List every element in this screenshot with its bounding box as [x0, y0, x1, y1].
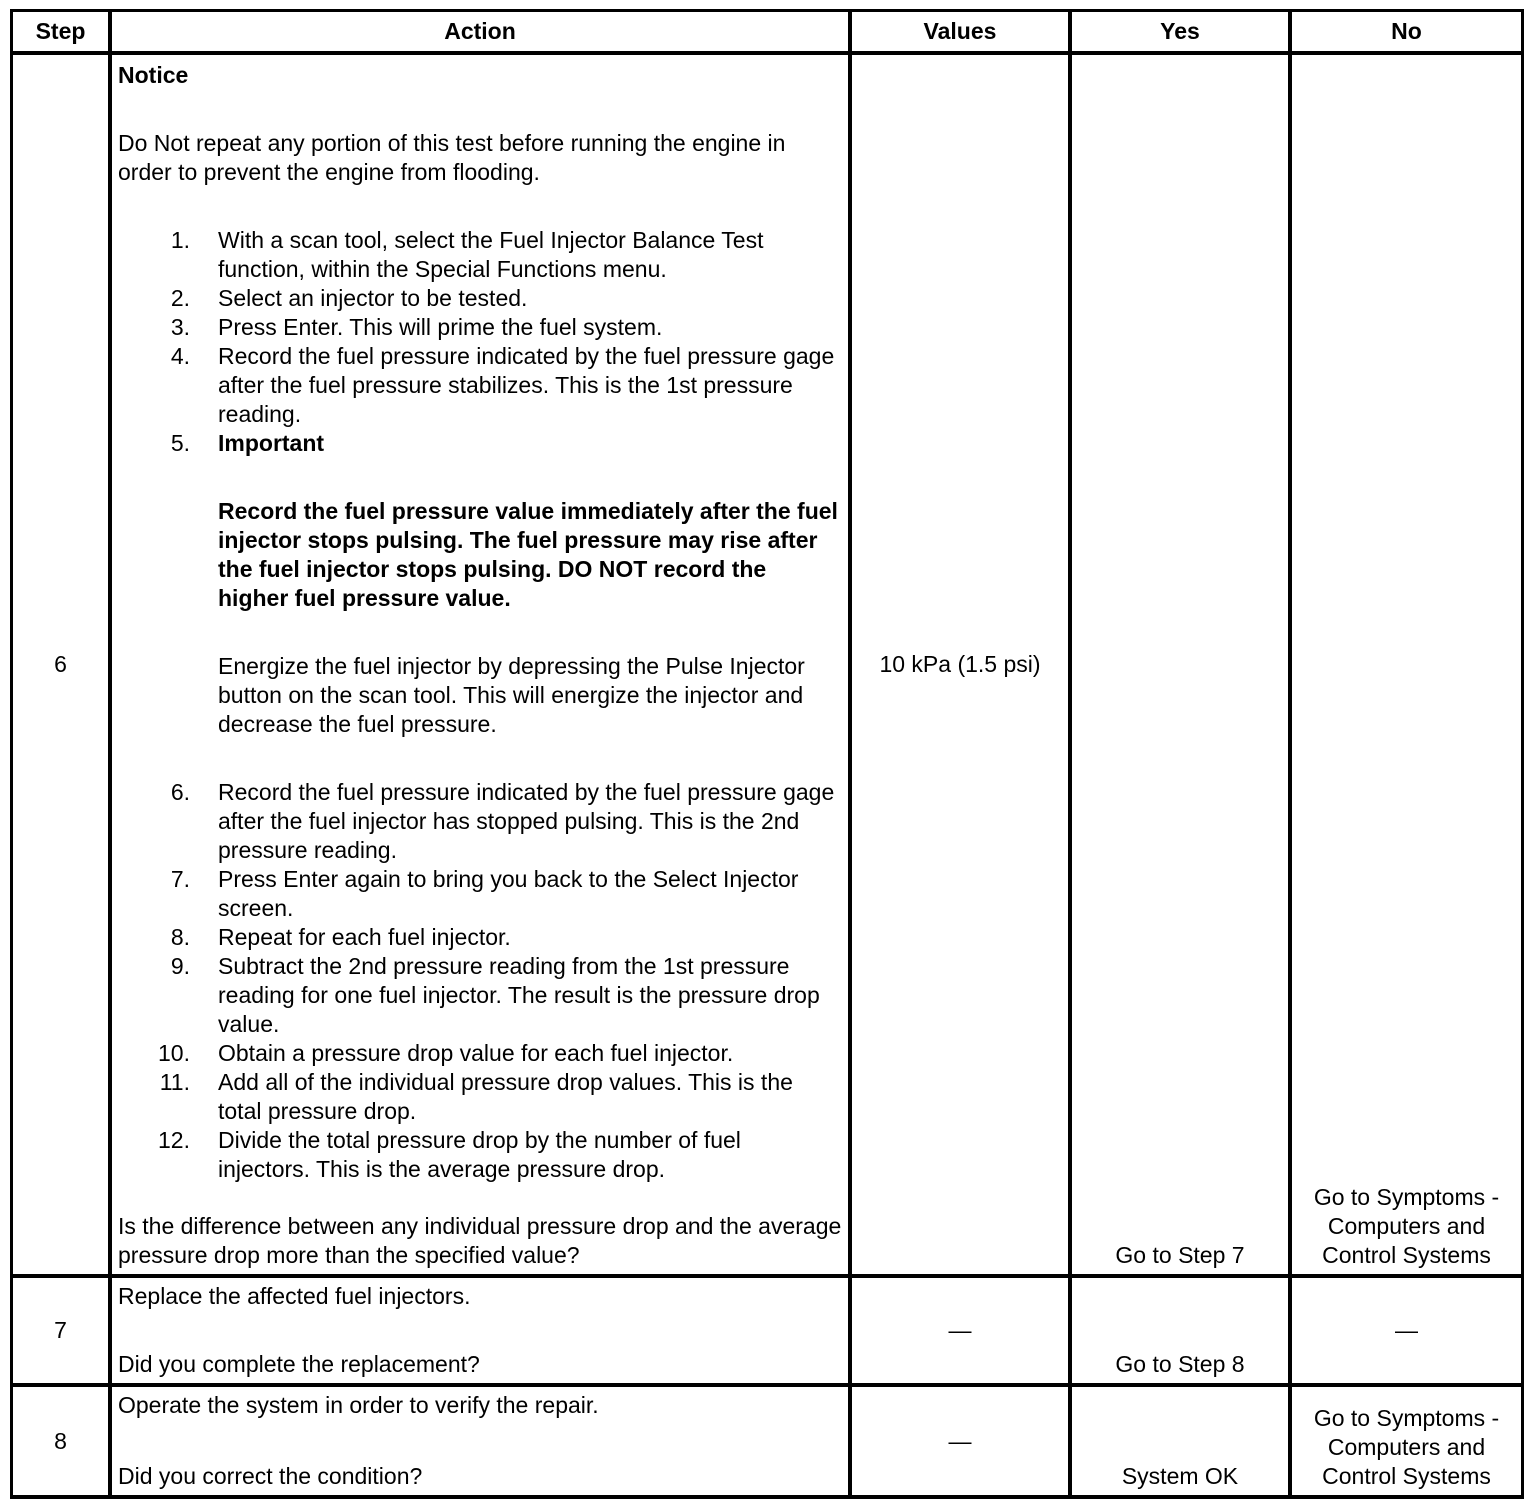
question-7: Did you complete the replacement?: [118, 1351, 480, 1377]
list-number: 8.: [170, 924, 190, 950]
question-6: Is the difference between any individual pressure drop and the average pressure drop more than the specified value?: [118, 1213, 842, 1268]
list-text: Press Enter. This will prime the fuel system.: [218, 314, 663, 340]
list-number: 3.: [170, 314, 190, 340]
step-cell-8: 8: [13, 1387, 108, 1495]
list-number: 4.: [170, 343, 190, 369]
list-text: Subtract the 2nd pressure reading from the 1st pressure reading for one fuel injector. The result is the pressure drop value.: [218, 953, 820, 1037]
list-number: 1.: [170, 227, 190, 253]
important-title: Important: [218, 430, 325, 456]
list-text: With a scan tool, select the Fuel Injector Balance Test function, within the Special Functions menu.: [218, 227, 764, 282]
list-text: Press Enter again to bring you back to the Select Injector screen.: [218, 866, 799, 921]
action-cell-8: [112, 1387, 848, 1495]
list-item: [118, 429, 842, 739]
list-number: 12.: [158, 1127, 190, 1153]
yes-cell-7: Go to Step 8: [1072, 1278, 1288, 1383]
list-item: [118, 923, 842, 952]
action-text-7: Replace the affected fuel injectors.: [118, 1283, 471, 1309]
list-item: [118, 226, 842, 284]
yes-cell-6: Go to Step 7: [1072, 55, 1288, 1274]
list-item: [118, 313, 842, 342]
list-item: [118, 1126, 842, 1184]
no-cell-7: —: [1292, 1278, 1521, 1383]
header-step: Step: [13, 12, 108, 51]
list-number: 9.: [170, 953, 190, 979]
list-text: Repeat for each fuel injector.: [218, 924, 511, 950]
notice-title: Notice: [118, 62, 189, 88]
list-item: [118, 865, 842, 923]
energize-text: Energize the fuel injector by depressing the Pulse Injector button on the scan tool. This will energize the injector and decrease the fuel pressure.: [218, 653, 805, 737]
list-number: 2.: [170, 285, 190, 311]
header-yes: Yes: [1072, 12, 1288, 51]
value-cell-7: —: [852, 1278, 1068, 1383]
action-text-8: Operate the system in order to verify the repair.: [118, 1392, 599, 1418]
list-text: Divide the total pressure drop by the number of fuel injectors. This is the average pressure drop.: [218, 1127, 741, 1182]
list-item: [118, 952, 842, 1039]
list-number: 5.: [170, 430, 190, 456]
step-cell-7: 7: [13, 1278, 108, 1383]
list-number: 11.: [159, 1069, 190, 1095]
list-text: Record the fuel pressure indicated by the fuel pressure gage after the fuel pressure stabilizes. This is the 1st pressure reading.: [218, 343, 835, 427]
list-item: [118, 284, 842, 313]
step-cell-6: 6: [13, 55, 108, 1274]
procedure-list: [118, 226, 842, 1184]
no-cell-8: Go to Symptoms - Computers and Control Systems: [1292, 1387, 1521, 1495]
list-text: Obtain a pressure drop value for each fuel injector.: [218, 1040, 734, 1066]
header-no: No: [1292, 12, 1521, 51]
no-cell-6: Go to Symptoms - Computers and Control Systems: [1292, 55, 1521, 1274]
list-text: Add all of the individual pressure drop values. This is the total pressure drop.: [218, 1069, 793, 1124]
list-text: Record the fuel pressure indicated by the fuel pressure gage after the fuel injector has stopped pulsing. This is the 2nd pressure reading.: [218, 779, 835, 863]
list-text: Select an injector to be tested.: [218, 285, 528, 311]
question-8: Did you correct the condition?: [118, 1463, 423, 1489]
header-action: Action: [112, 12, 848, 51]
list-number: 6.: [170, 779, 190, 805]
header-values: Values: [852, 12, 1068, 51]
value-cell-6: 10 kPa (1.5 psi): [852, 55, 1068, 1274]
action-cell-6: [112, 55, 848, 1274]
action-cell-7: [112, 1278, 848, 1383]
list-item: [118, 1039, 842, 1068]
important-text: Record the fuel pressure value immediately after the fuel injector stops pulsing. The fuel pressure may rise after the fuel injector stops pulsing. DO NOT record the higher fuel pressure value.: [218, 498, 838, 611]
notice-text: Do Not repeat any portion of this test before running the engine in order to prevent the engine from flooding.: [118, 130, 786, 185]
list-text: [218, 429, 842, 739]
value-cell-8: —: [852, 1387, 1068, 1495]
list-number: 7.: [170, 866, 190, 892]
list-item: [118, 342, 842, 429]
yes-cell-8: System OK: [1072, 1387, 1288, 1495]
list-number: 10.: [158, 1040, 190, 1066]
list-item: [118, 1068, 842, 1126]
list-item: [118, 778, 842, 865]
